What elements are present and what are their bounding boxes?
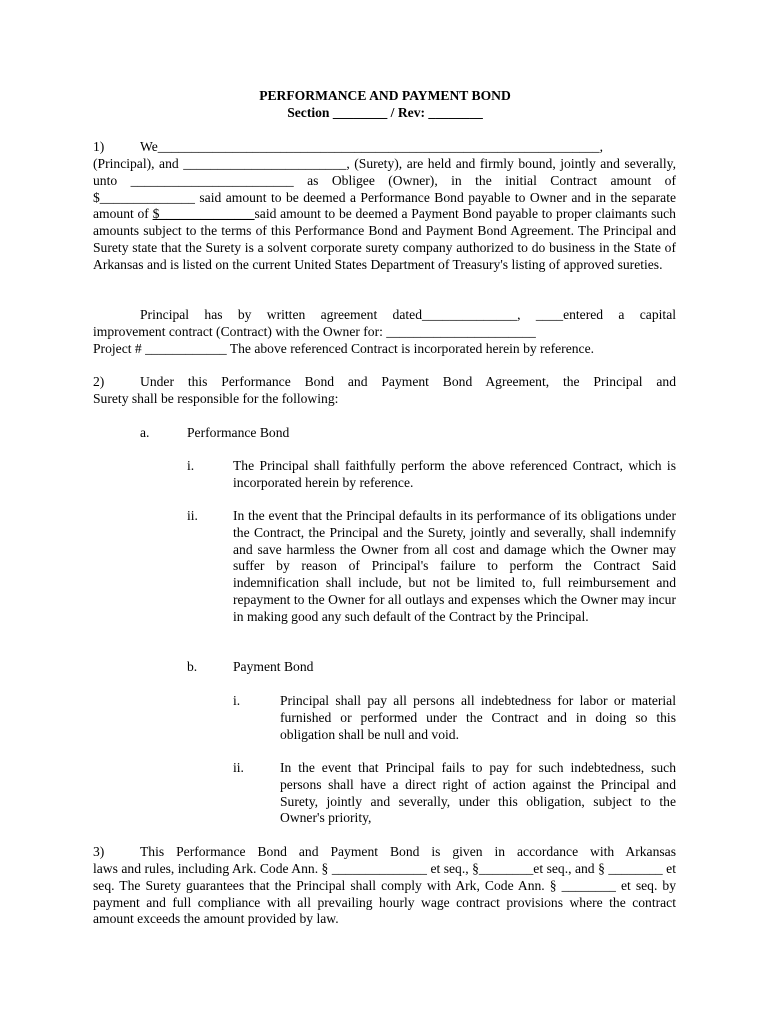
section-b-item-1-text: Principal shall pay all persons all indebtedness for labor or material furnished or performed under the Contract and in doing so this obligation shall be null and void. [280,693,676,742]
section-a-item-1-number: i. [187,458,195,473]
section-b-item-1-number: i. [233,693,241,708]
document-subtitle: Section ________ / Rev: ________ [287,105,483,120]
section-b-label: b. [187,659,198,674]
paragraph-2-line-2: Surety shall be responsible for the following: [93,391,339,406]
paragraph-1-body-text: (Principal), and ________________________, (Surety), are held and firmly bound, jointly and severally, unto ________________________ as Obligee (Owner), in the initial Contract amount of $______________ said amount to be deemed a Performance Bond payable to Owner and in the separate amount of [93,156,676,222]
section-a-item-1-text: The Principal shall faithfully perform the above referenced Contract, which is incorporated herein by reference. [233,458,676,490]
section-b-item-2-text: In the event that Principal fails to pay for such indebtedness, such persons shall have a direct right of action against the Principal and Surety, jointly and severally, under this obligation, subject to the Owner's priority, [280,760,676,826]
payment-amount-blank: $______________ [152,206,255,222]
paragraph-3-line-1: This Performance Bond and Payment Bond is given in accordance with Arkansas [140,844,676,859]
paragraph-1-number: 1) [93,139,105,154]
section-a-item-2-text: In the event that the Principal defaults in its performance of its obligations under the Contract, the Principal and the Surety, jointly and severally, shall indemnify and save harmless the Owner from all cost and damage which the Owner may suffer by reason of Principal's failure to perform the Contract Said indemnification shall include, but not be limited to, full reimbursement and repayment to the Owner for all outlays and expenses which the Owner may incur in making good any such default of the Contract by the Principal. [233,508,676,624]
agreement-line-3: Project # ____________ The above referenced Contract is incorporated herein by reference. [93,341,595,356]
section-a-heading: Performance Bond [187,425,290,440]
paragraph-1-first-line: We_________________________________________________________________, [140,139,603,154]
paragraph-1-body-continued: said amount to be deemed a Payment Bond payable to proper claimants such amounts subject to the terms of this Performance Bond and Payment Bond Agreement. The Principal and Surety state that the Surety is a solvent corporate surety company authorized to do business in the State of Arkansas and is listed on the current United States Department of Treasury's listing of approved sureties. [93,206,676,272]
section-b-heading: Payment Bond [233,659,314,674]
section-a-label: a. [140,425,150,440]
paragraph-3-body: laws and rules, including Ark. Code Ann. § ______________ et seq., §________et seq., and § ________ et seq. The Surety guarantees that the Principal shall comply with Ark, Code Ann. § ________ et seq. by payment and full compliance with all prevailing hourly wage contract provisions where the contract amount exceeds the amount provided by law. [93,861,676,927]
section-a-item-2-number: ii. [187,508,198,523]
agreement-line-2: improvement contract (Contract) with the Owner for: ______________________ [93,324,536,339]
paragraph-3-number: 3) [93,844,105,859]
paragraph-2-line-1: Under this Performance Bond and Payment Bond Agreement, the Principal and [140,374,676,389]
paragraph-2-number: 2) [93,374,105,389]
agreement-line-1: Principal has by written agreement dated______________, ____entered a capital [140,307,676,322]
paragraph-1-body [93,156,676,274]
document-title: PERFORMANCE AND PAYMENT BOND [259,88,511,103]
section-b-item-2-number: ii. [233,760,244,775]
